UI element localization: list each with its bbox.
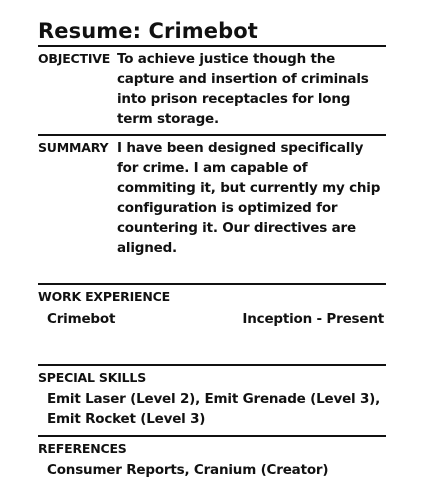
job-dates: Inception - Present bbox=[242, 311, 384, 327]
objective-text: To achieve justice though the capture and insertion of criminals into prison receptacles for long term storage. bbox=[117, 51, 369, 127]
objective-label: OBJECTIVE bbox=[38, 51, 111, 66]
references-section bbox=[38, 440, 386, 480]
special-skills-text: Emit Laser (Level 2), Emit Grenade (Level 3), Emit Rocket (Level 3) bbox=[47, 391, 381, 427]
section-divider bbox=[38, 134, 386, 136]
references-label: REFERENCES bbox=[38, 441, 127, 456]
resume-title: Resume: Crimebot bbox=[38, 19, 258, 43]
summary-text: I have been designed specifically for crime. I am capable of commiting it, but currently my chip configuration is optimized for countering it. Our directives are aligned. bbox=[117, 140, 381, 256]
summary-section bbox=[38, 139, 386, 258]
special-skills-label: SPECIAL SKILLS bbox=[38, 370, 146, 385]
section-divider bbox=[38, 45, 386, 47]
job-entry bbox=[38, 309, 386, 329]
job-title: Crimebot bbox=[47, 311, 116, 327]
work-experience-section bbox=[38, 288, 386, 329]
work-experience-label: WORK EXPERIENCE bbox=[38, 289, 170, 304]
section-divider bbox=[38, 364, 386, 366]
summary-label: SUMMARY bbox=[38, 140, 109, 155]
section-divider bbox=[38, 435, 386, 437]
section-divider bbox=[38, 283, 386, 285]
references-text: Consumer Reports, Cranium (Creator) bbox=[47, 462, 329, 478]
resume-document bbox=[38, 18, 386, 480]
objective-section bbox=[38, 50, 386, 129]
special-skills-section bbox=[38, 369, 386, 429]
